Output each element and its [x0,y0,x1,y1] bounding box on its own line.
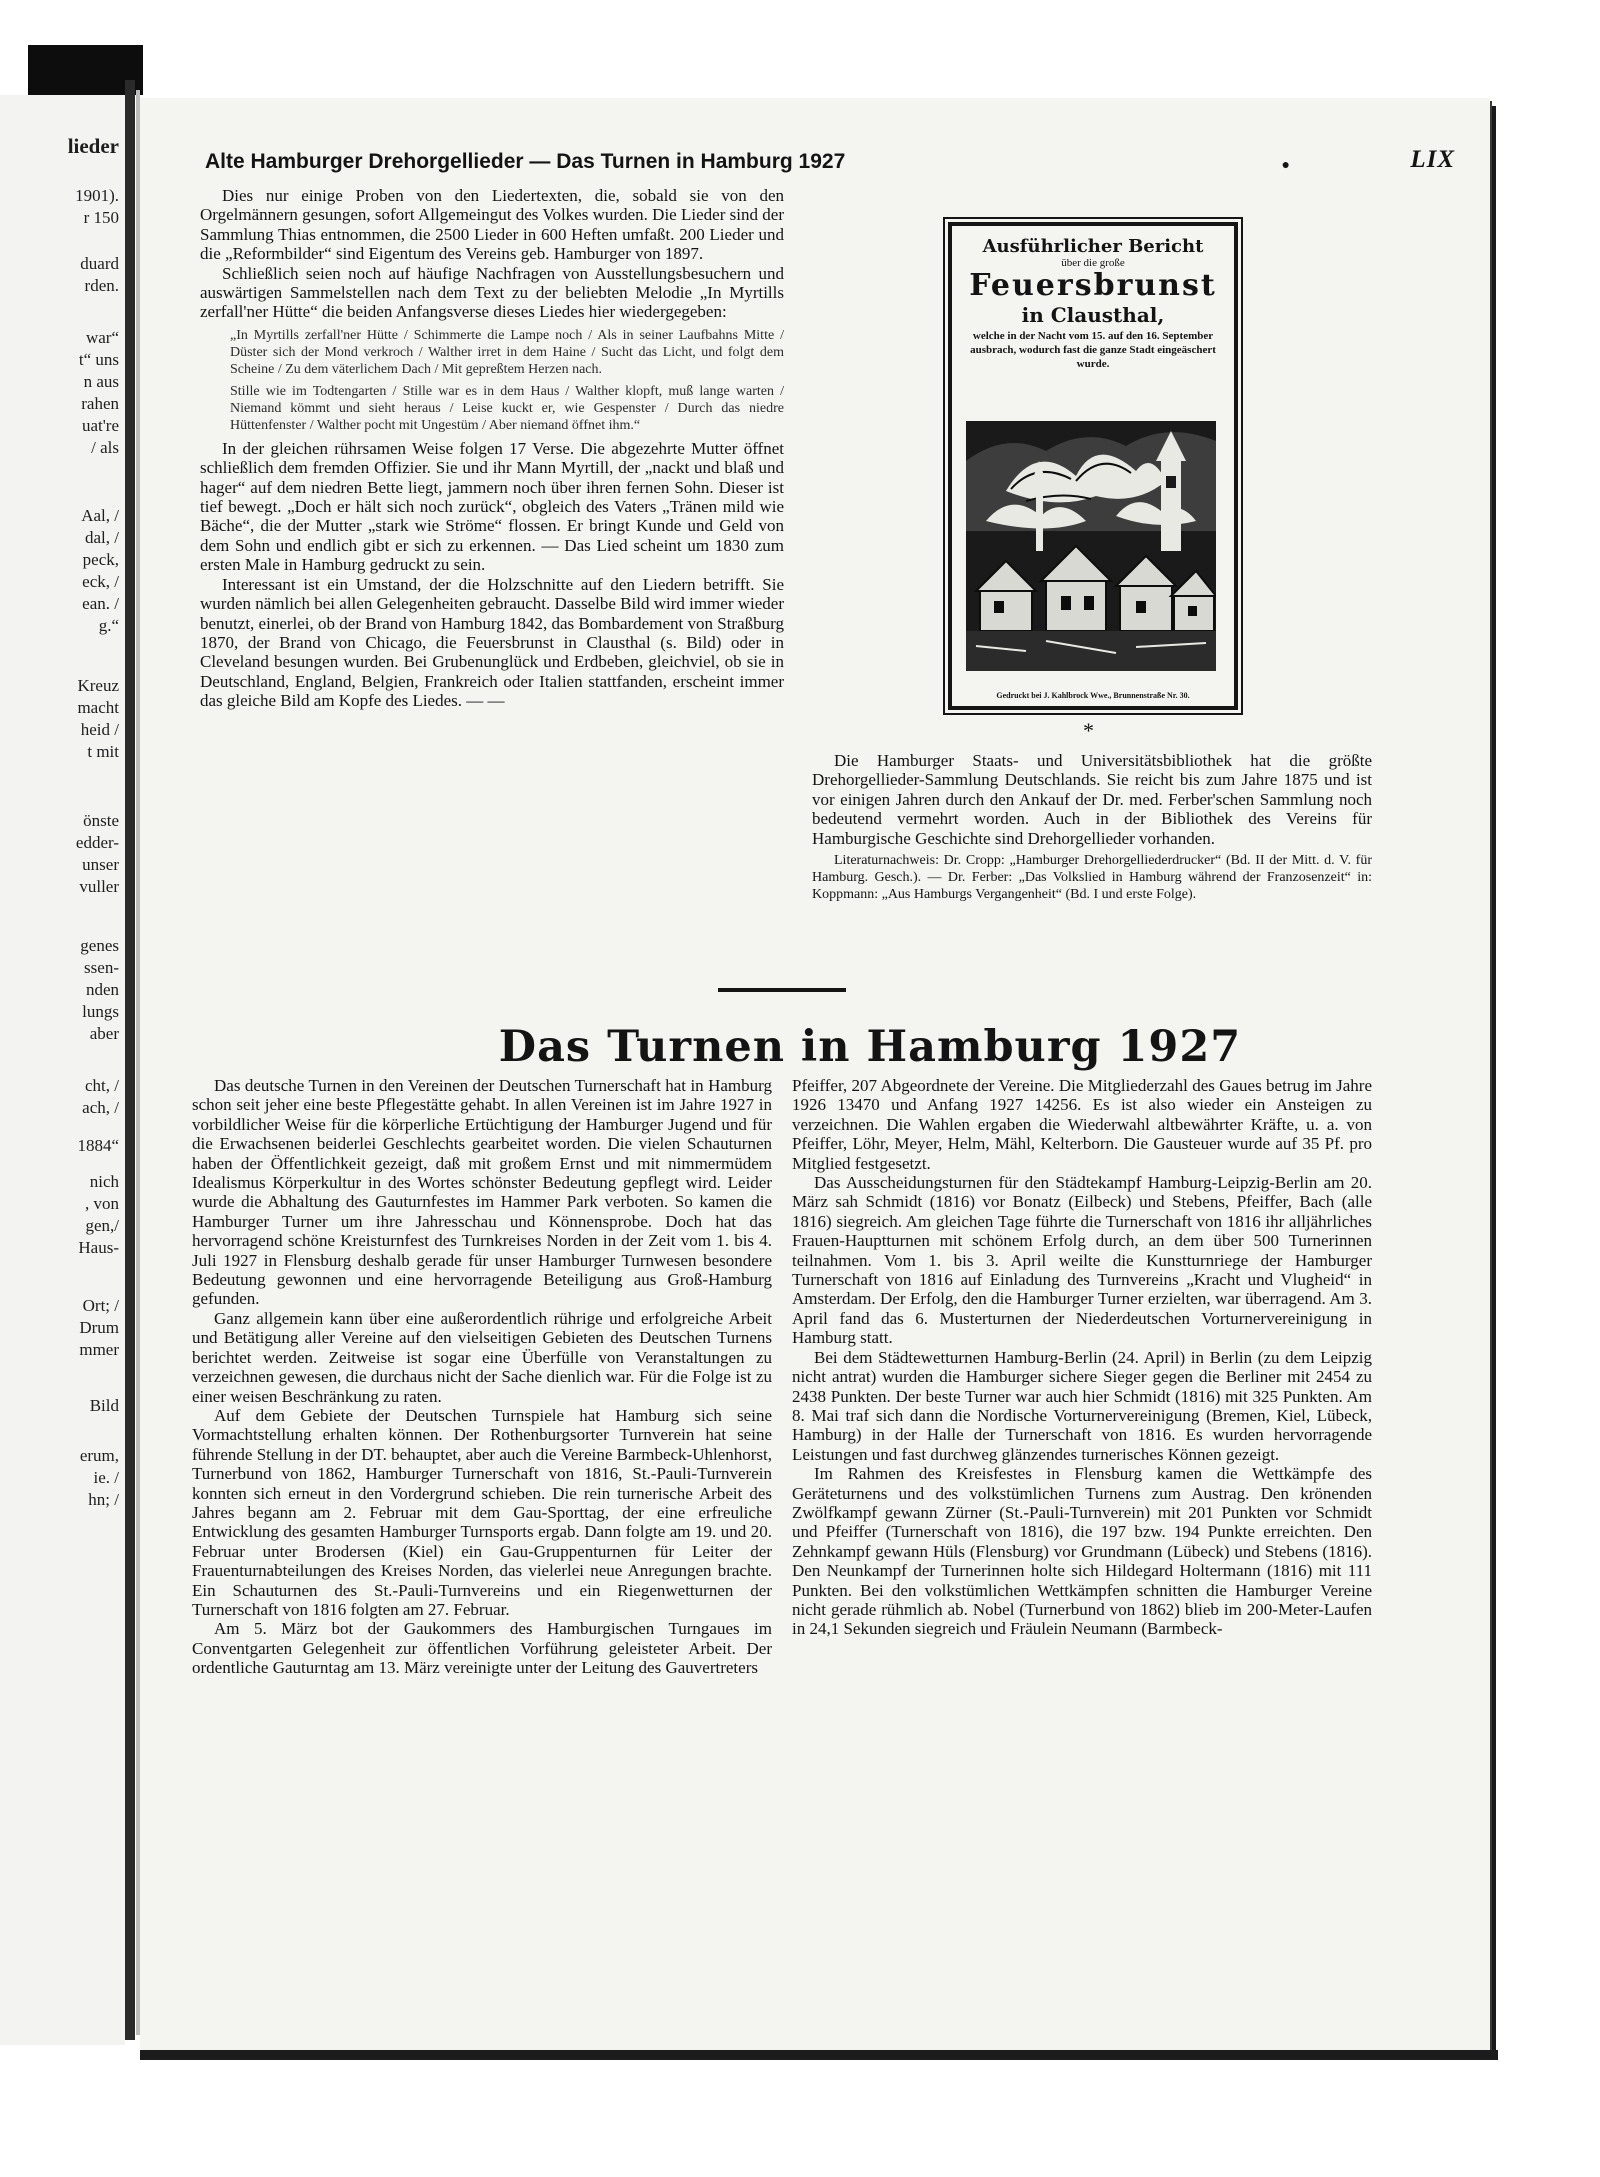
previous-page-text-fragment: peck, [82,550,119,569]
previous-page-text-fragment: gen,/ [85,1216,119,1235]
previous-page-text-fragment: lieder [67,134,119,158]
paragraph: Im Rahmen des Kreisfestes in Flensburg kamen die Wettkämpfe des Geräteturnens und des volkstümlichen Turnens zum Austrag. Den krönenden Zwölfkampf gewann Zürner (St.-Pauli-Turnverein) mit 201 Punkten vor Schmidt und Pfeiffer (Turnerschaft von 1816), die 197 bzw. 194 Punkte erreichten. Den Zehnkampf gewann Hüls (Flensburg) vor Grundmann (Lübeck) und Stebens (1816). Den Neunkampf der Turnerinnen holte sich Hildegard Holtermann (1816) mit 111 Punkten. Bei den volkstümlichen Wettkämpfen schnitten die Hamburger Vereine nicht gerade rühmlich ab. Nobel (Turnerbund von 1862) blieb im 200-Meter-Laufen in 24,1 Sekunden siegreich und Fräulein Neumann (Barmbeck- [792,1464,1372,1639]
previous-page-text-fragment: eck, / [82,572,119,591]
previous-page-text-fragment: mmer [79,1340,119,1359]
page-bottom-shadow [140,2050,1498,2060]
turnen-right-column [792,1076,1372,1639]
previous-page-text-fragment: , von [85,1194,119,1213]
book-gutter [125,80,135,2040]
previous-page-text-fragment: t“ uns [78,350,119,369]
previous-page-text-fragment: aber [89,1024,119,1043]
previous-page-text-fragment: uat're [81,416,119,435]
previous-page-text-fragment: hn; / [88,1490,119,1509]
previous-page-text-fragment: macht [77,698,119,717]
previous-page-text-fragment: Ort; / [82,1296,119,1315]
fire-town-woodcut-illustration [966,421,1216,671]
broadside-imprint: Gedruckt bei J. Kahlbrock Wwe., Brunnenstraße Nr. 30. [996,691,1190,700]
broadside-headline: Feuersbrunst [969,268,1217,303]
previous-page-text-fragment: ssen- [84,958,119,977]
previous-page-text-fragment: war“ [85,328,119,347]
page-number: LIX [1410,146,1455,173]
paragraph: Auf dem Gebiete der Deutschen Turnspiele hat Hamburg sich seine Vormachtstellung erhalten können. Der Rothenburgsorter Turnverein hat seine führende Stellung in der DT. behauptet, aber auch die Vereine Barmbeck-Uhlenhorst, Turnerbund von 1862, Hamburger Turnerschaft von 1816, St.-Pauli-Turnverein konnten sich erneut in den Vordergrund schieben. Die rein turnerische Arbeit des Jahres begann am 2. Februar mit dem Gau-Sporttag, der eine erfreuliche Entwicklung des gesamten Hamburger Turnsports ergab. Dann folgte am 19. und 20. Februar unter Brodersen (Kiel) ein Gau-Gruppenturnen für Leiter der Frauenturnabteilungen des Kreises Norden, das vielerlei neue Anregungen brachte. Ein Schauturnen des St.-Pauli-Turnvereins und ein Riegenwetturnen der Turnerschaft von 1816 folgten am 27. Februar. [192,1405,772,1619]
paragraph: In der gleichen rührsamen Weise folgen 17 Verse. Die abgezehrte Mutter öffnet schließlich dem fremden Offizier. Sie und ihr Mann Myrtill, der „nackt und blaß und hager“ auf dem niedren Bette liegt, jammern noch über ihren fernen Sohn. Dieser ist tief bewegt. „Doch er hält sich noch zurück“, obgleich des Vaters „Tränen mild wie Bäche“, die der Mutter „stark wie Ströme“ flossen. Er bringt Kunde und Geld von dem Sohn und endlich gibt er sich zu erkennen. — Das Lied scheint um 1830 zum ersten Male in Hamburg gedruckt zu sein. [200,438,784,575]
drehorgel-left-column [200,186,784,711]
previous-page-text-fragment: g.“ [98,616,119,635]
scan-top-margin [0,45,1600,63]
section-divider [718,988,846,992]
paragraph: Dies nur einige Proben von den Liedertexten, die, sobald sie von den Orgelmännern gesungen, sofort Allgemeingut des Volkes wurden. Die Lieder sind der Sammlung Thias entnommen, die 2500 Lieder in 600 Heften umfaßt. 200 Lieder und die „Reformbilder“ sind Eigentum des Vereins geb. Hamburger von 1897. [200,186,784,264]
previous-page-text-fragment: r 150 [83,208,119,227]
page-header [205,146,1455,186]
paragraph: Schließlich seien noch auf häufige Nachfragen von Ausstellungsbesuchern und auswärtigen Sammelstellen nach dem Text zu der beliebten Melodie „In Myrtills zerfall'ner Hütte“ die beiden Anfangsverse dieses Liedes hier wiedergegeben: [200,263,784,322]
paragraph: Das Ausscheidungsturnen für den Städtekampf Hamburg-Leipzig-Berlin am 20. März sah Schmidt (1816) vor Bonatz (Eilbeck) und Stebens, Pfeiffer, Bach (alle 1816) siegreich. Am gleichen Tage führte die Turnerschaft von 1816 ihr alljährliches Frauen-Hauptturnen mit schönem Erfolg durch, an dem über 500 Turnerinnen teilnahmen. Vom 1. bis 3. April weilte die Kunstturnriege der Hamburger Turnerschaft von 1816 auf Einladung des Turnvereins „Kracht und Vlugheid“ in Amsterdam. Der Erfolg, den die Hamburger Turner erzielten, war überragend. Am 3. April fand das 6. Musterturnen der Niederdeutschen Vorturnervereinigung in Hamburg statt. [792,1173,1372,1348]
broadside-place: in Clausthal, [1021,303,1165,327]
drehorgel-right-column [812,751,1372,903]
previous-page-text-fragment: edder- [75,833,119,852]
header-mark-icon: ● [1281,158,1290,173]
turnen-left-column [192,1076,772,1678]
previous-page-text-fragment: rahen [81,394,119,413]
paragraph: Das deutsche Turnen in den Vereinen der Deutschen Turnerschaft hat in Hamburg schon seit jeher eine beste Pflegestätte gehabt. In allen Vereinen ist im Jahre 1927 in vorbildlicher Weise für die körperliche Ertüchtigung der Hamburger Jugend und für die Erwachsenen beiderlei Geschlechts gearbeitet worden. Die vielen Schauturnen haben der Öffentlichkeit gezeigt, daß mit großem Ernst und mit nimmermüdem Idealismus Körperkultur in des Wortes schönster Bedeutung gepflegt wird. Leider wurde die Abhaltung des Gauturnfestes im Hammer Park verboten. So kamen die Hamburger Turner um ihre Jahresschau und Könnensprobe. Doch hat das hervorragend schöne Kreisturnfest des Turnkreises Norden in der Zeit vom 1. bis 4. Juli 1927 in Flensburg deshalb gerade für unser Hamburger Turnwesen besondere Bedeutung gewonnen und eine hervorragende Beteiligung aus Groß-Hamburg gefunden. [192,1076,772,1309]
paragraph: Interessant ist ein Umstand, der die Holzschnitte auf den Liedern betrifft. Sie wurden nämlich bei allen Gelegenheiten gebraucht. Dasselbe Bild wird immer wieder benutzt, einerlei, ob der Brand von Hamburg 1842, das Bombardement von Straßburg 1870, der Brand von Chicago, die Feuersbrunst in Clausthal (s. Bild) oder in Cleveland besungen wurden. Bei Grubenunglück und Erdbeben, gleichviel, ob sie in Deutschland, England, Belgien, Frankreich oder Italien stattfanden, erscheint immer das gleiche Bild am Kopfe des Liedes. — — [200,574,784,711]
previous-page-text-fragment: lungs [82,1002,119,1021]
broadside-description: welche in der Nacht vom 15. auf den 16. September ausbrach, wodurch fast die ganze Stadt eingeäschert wurde. [970,330,1216,370]
previous-page-text-fragment: erum, [79,1446,119,1465]
paragraph: Bei dem Städtewetturnen Hamburg-Berlin (24. April) in Berlin (zu dem Leipzig nicht antrat) wurden die Hamburger sichere Sieger gegen die Berliner mit 2454 zu 2438 Punkten. Der beste Turner war auch hier Schmidt (1816) mit 325 Punkten. Am 8. Mai traf sich dann die Nordische Vorturnervereinigung (Bremen, Kiel, Lübeck, Hamburg) in der Halle der Turnerschaft von 1816. Es wurden hervorragende Leistungen und fast durchweg glänzendes turnerisches Können gezeigt. [792,1347,1372,1464]
broadside-subtitle: über die große [1061,257,1125,269]
previous-page-text-fragment: nden [85,980,119,999]
previous-page-text-fragment: Kreuz [77,676,119,695]
previous-page-text-fragment: nich [89,1172,119,1191]
book-page [140,98,1490,2050]
section-asterisk: * [1083,718,1094,743]
previous-page-text-fragment: 1901). [75,186,119,205]
woodcut-broadside-image [948,222,1238,710]
previous-page-text-fragment: 1884“ [77,1136,119,1155]
previous-page-text-fragment: dal, / [85,528,119,547]
previous-page-text-fragment: Bild [89,1396,119,1415]
previous-page-text-fragment: ie. / [93,1468,119,1487]
paragraph: Am 5. März bot der Gaukommers des Hamburgischen Turngaues im Conventgarten Gelegenheit zur öffentlichen Vorführung geleisteter Arbeit. Der ordentliche Gauturntag am 13. März vereinigte unter der Leitung des Gauvertreters [192,1619,772,1678]
previous-page-text-fragment: unser [82,855,119,874]
paragraph: Die Hamburger Staats- und Universitätsbibliothek hat die größte Drehorgellieder-Sammlung Deutschlands. Sie reicht bis zum Jahre 1875 und ist vor einigen Jahren durch den Ankauf der Dr. med. Ferber'schen Sammlung noch bedeutend vermehrt worden. Auch in der Bibliothek des Vereins für Hamburgische Geschichte sind Drehorgellieder vorhanden. [812,751,1372,848]
running-head: Alte Hamburger Drehorgellieder — Das Turnen in Hamburg 1927 [205,150,846,173]
previous-page-text-fragment: n aus [83,372,119,391]
previous-page-fragment [0,95,125,2045]
previous-page-text-fragment: heid / [80,720,119,739]
previous-page-text-fragment: vuller [79,877,119,896]
previous-page-text-fragment: ean. / [82,594,119,613]
previous-page-text-fragment: Haus- [78,1238,119,1257]
previous-page-text-fragment: t mit [87,742,119,761]
previous-page-text-fragment: rden. [84,276,119,295]
paragraph: Ganz allgemein kann über eine außerordentlich rührige und erfolgreiche Arbeit und Betätigung aller Vereine auf den vielseitigen Gebieten des Deutschen Turnens berichtet werden. Zeitweise ist sogar eine Überfülle von Veranstaltungen zu verzeichnen gewesen, die durchaus nicht der Sache dienlich war. Für die Folge ist zu einer weisen Beschränkung zu raten. [192,1308,772,1406]
previous-page-text-fragment: duard [80,254,119,273]
song-quote: „In Myrtills zerfall'ner Hütte / Schimmerte die Lampe noch / Als in seiner Laufbahns Mitte / Düster sich der Mond verkroch / Walther irret in dem Haine / Sucht das Licht, und folgt dem Scheine / Zu dem väterlichem Dach / Mit gepreßtem Herzen nach. [230,327,784,377]
broadside-title: Ausführlicher Bericht [982,236,1204,257]
literature-note: Literaturnachweis: Dr. Cropp: „Hamburger Drehorgelliederdrucker“ (Bd. II der Mitt. d. V. für Hamburg. Gesch.). — Dr. Ferber: „Das Volkslied in Hamburg während der Franzosenzeit“ in: Koppmann: „Aus Hamburgs Vergangenheit“ (Bd. I und erste Folge). [812,853,1372,903]
previous-page-text-fragment: Aal, / [81,506,119,525]
song-quote: Stille wie im Todtengarten / Stille war es in dem Haus / Walther klopft, muß lange warten / Niemand kömmt und sieht heraus / Leise kuckt er, wie Gespenster / Durch das niedre Hüttenfenster / Walther pocht mit Ungestüm / Aber niemand öffnet ihm.“ [230,383,784,433]
section-title: Das Turnen in Hamburg 1927 [498,1022,1242,1072]
previous-page-text-fragment: / als [91,438,119,457]
previous-page-text-fragment: cht, / [85,1076,119,1095]
paragraph: Pfeiffer, 207 Abgeordnete der Vereine. Die Mitgliederzahl des Gaues betrug im Jahre 1926 13470 und Anfang 1927 14256. Es ist also wieder ein Ansteigen zu verzeichnen. Die Wahlen ergaben die Wiederwahl altbewährter Kräfte, u. a. von Pfeiffer, Löhr, Meyer, Helm, Mähl, Kelterborn. Die Gausteuer wurde auf 35 Pf. pro Mitglied festgesetzt. [792,1076,1372,1173]
previous-page-text-fragment: genes [80,936,119,955]
previous-page-text-fragment: Drum [79,1318,119,1337]
previous-page-text-fragment: önste [83,811,119,830]
previous-page-text-fragment: ach, / [82,1098,119,1117]
